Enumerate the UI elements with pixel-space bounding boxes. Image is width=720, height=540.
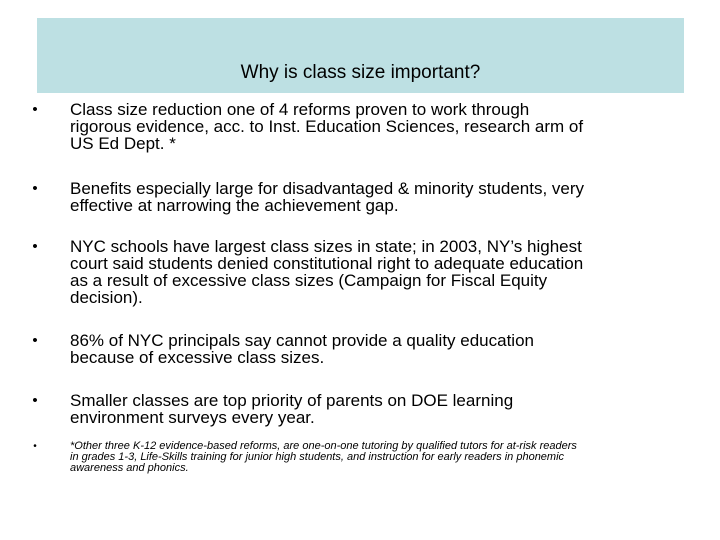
bullet-line: court said students denied constitutional right to adequate education <box>70 254 584 273</box>
footnote-line: *Other three K-12 evidence-based reforms, are one-on-one tutoring by qualified tutors for at-risk readers <box>70 440 577 452</box>
bullet-marker: • <box>32 332 38 349</box>
bullet-marker: • <box>32 392 38 409</box>
bullet-marker: • <box>32 180 38 197</box>
bullet-line: Benefits especially large for disadvantaged & minority students, very <box>70 179 585 198</box>
bullet-line: 86% of NYC principals say cannot provide a quality education <box>70 331 534 350</box>
bullet-line: environment surveys every year. <box>70 408 315 427</box>
bullet-text <box>70 392 690 426</box>
bullet-line: Class size reduction one of 4 reforms proven to work through <box>70 100 530 119</box>
bullet-line: decision). <box>70 288 143 307</box>
bullet-marker: • <box>33 441 37 452</box>
footnote-line: in grades 1-3, Life-Skills training for junior high students, and instruction for early readers in phonemic <box>70 451 565 463</box>
footnote-text <box>70 441 690 474</box>
bullet-line: rigorous evidence, acc. to Inst. Education Sciences, research arm of <box>70 117 584 136</box>
bullet-marker: • <box>32 238 38 255</box>
slide-title: Why is class size important? <box>240 62 481 83</box>
bullet-line: NYC schools have largest class sizes in state; in 2003, NY’s highest <box>70 237 582 256</box>
bullet-line: Smaller classes are top priority of parents on DOE learning <box>70 391 514 410</box>
bullet-line: effective at narrowing the achievement gap. <box>70 196 399 215</box>
bullet-text <box>70 332 690 366</box>
slide-title-bar <box>37 18 684 93</box>
bullet-marker: • <box>32 101 38 118</box>
bullet-text <box>70 238 690 306</box>
bullet-line: as a result of excessive class sizes (Campaign for Fiscal Equity <box>70 271 548 290</box>
bullet-text <box>70 101 690 152</box>
bullet-text <box>70 180 690 214</box>
bullet-line: because of excessive class sizes. <box>70 348 325 367</box>
bullet-line: US Ed Dept. * <box>70 134 176 153</box>
footnote-line: awareness and phonics. <box>70 462 189 474</box>
